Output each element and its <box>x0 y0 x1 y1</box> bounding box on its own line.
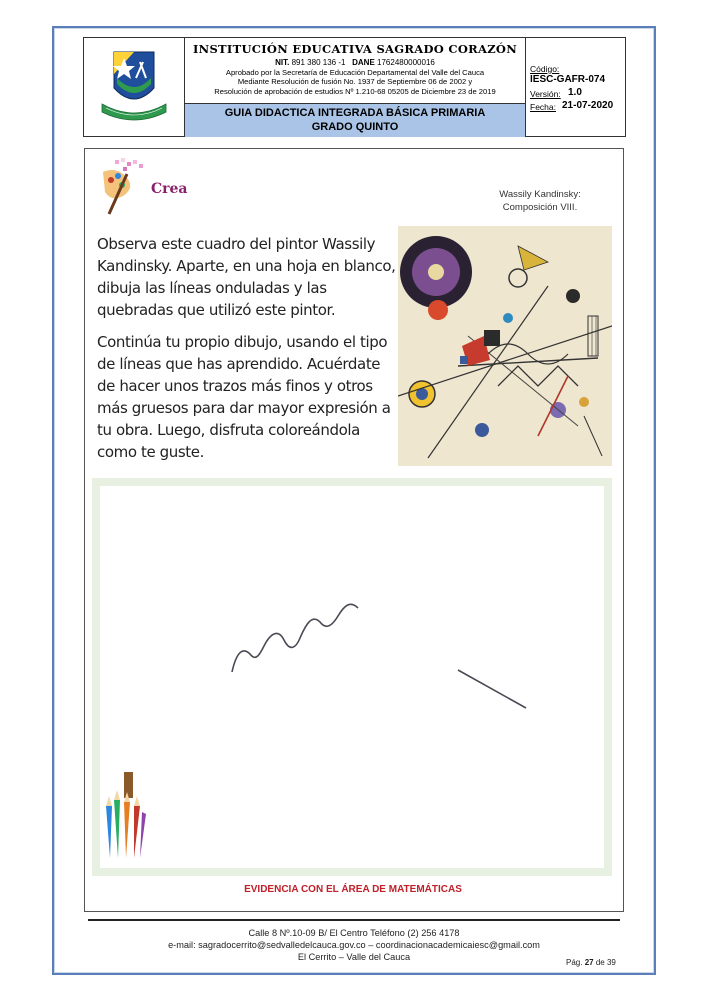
pencils-icon <box>102 772 146 862</box>
straight-line <box>458 670 526 708</box>
drawing-area <box>92 478 612 876</box>
painting-caption-artist: Wassily Kandinsky: <box>499 189 581 200</box>
page-current: 27 <box>584 958 594 967</box>
grade-title: GRADO QUINTO <box>311 121 399 133</box>
version-label: Versión: <box>530 89 561 99</box>
approval-text <box>185 68 525 96</box>
guide-title-band <box>185 103 525 137</box>
drawn-lines <box>92 478 612 876</box>
painting-caption-title: Composición VIII. <box>502 202 578 213</box>
crea-palette-icon <box>97 158 151 216</box>
code-value: IESC-GAFR-074 <box>530 74 606 85</box>
wavy-line <box>232 604 358 672</box>
school-crest-icon <box>84 38 184 136</box>
footer-divider <box>88 919 620 921</box>
version-value: 1.0 <box>568 87 582 98</box>
document-code-cell <box>526 38 625 136</box>
footer-address: Calle 8 Nº.10-09 B/ El Centro Teléfono (2) 256 4178 <box>248 928 460 938</box>
date-label: Fecha: <box>530 102 556 112</box>
guide-title: GUIA DIDACTICA INTEGRADA BÁSICA PRIMARIA <box>224 107 486 119</box>
instruction-paragraph-1: Observa este cuadro del pintor Wassily Kandinsky. Aparte, en una hoja en blanco, dibuja las líneas onduladas y las quebradas que utilizó este pintor. <box>97 235 396 319</box>
approval-line-3: Resolución de aprobación de estudios Nº 1.210-68 05205 de Diciembre 23 de 2019 <box>214 86 496 96</box>
document-header <box>83 37 626 137</box>
approval-line-2: Mediante Resolución de fusión No. 1937 de Septiembre 06 de 2002 y <box>237 77 473 87</box>
footer-email: e-mail: sagradocerrito@sedvalledelcauca.gov.co – coordinacionacademicaiesc@gmail.com <box>168 940 540 950</box>
footer <box>88 927 620 963</box>
footer-city: El Cerrito – Valle del Cauca <box>297 952 411 962</box>
dane-value: 1762480000016 <box>377 58 435 67</box>
page-label: Pág. <box>566 958 583 967</box>
approval-line-1: Aprobado por la Secretaría de Educación Departamental del Valle del Cauca <box>225 68 485 77</box>
nit-label: NIT. <box>275 58 290 67</box>
page-number <box>566 958 616 967</box>
evidence-title: EVIDENCIA CON EL ÁREA DE MATEMÁTICAS <box>244 884 462 895</box>
logo-cell <box>84 38 185 136</box>
page-of: de <box>595 958 605 967</box>
kandinsky-painting-image <box>398 226 612 466</box>
nit-dane-line <box>185 58 525 67</box>
nit-value: 891 380 136 -1 <box>291 58 346 67</box>
section-label: Crea <box>151 181 188 197</box>
date-value: 21-07-2020 <box>562 100 614 111</box>
institution-name: INSTITUCIÓN EDUCATIVA SAGRADO CORAZÓN <box>192 42 518 56</box>
code-label: Código: <box>530 64 560 74</box>
page-total: 39 <box>606 958 616 967</box>
header-center <box>185 38 526 136</box>
dane-label: DANE <box>352 58 375 67</box>
instruction-paragraph-2: Continúa tu propio dibujo, usando el tipo de líneas que has aprendido. Acuérdate de hacer unos trazos más finos y otros más gruesos para dar mayor expresión a tu obra. Luego, disfruta coloreándola como te guste. <box>97 333 391 461</box>
painting-caption <box>480 188 600 214</box>
